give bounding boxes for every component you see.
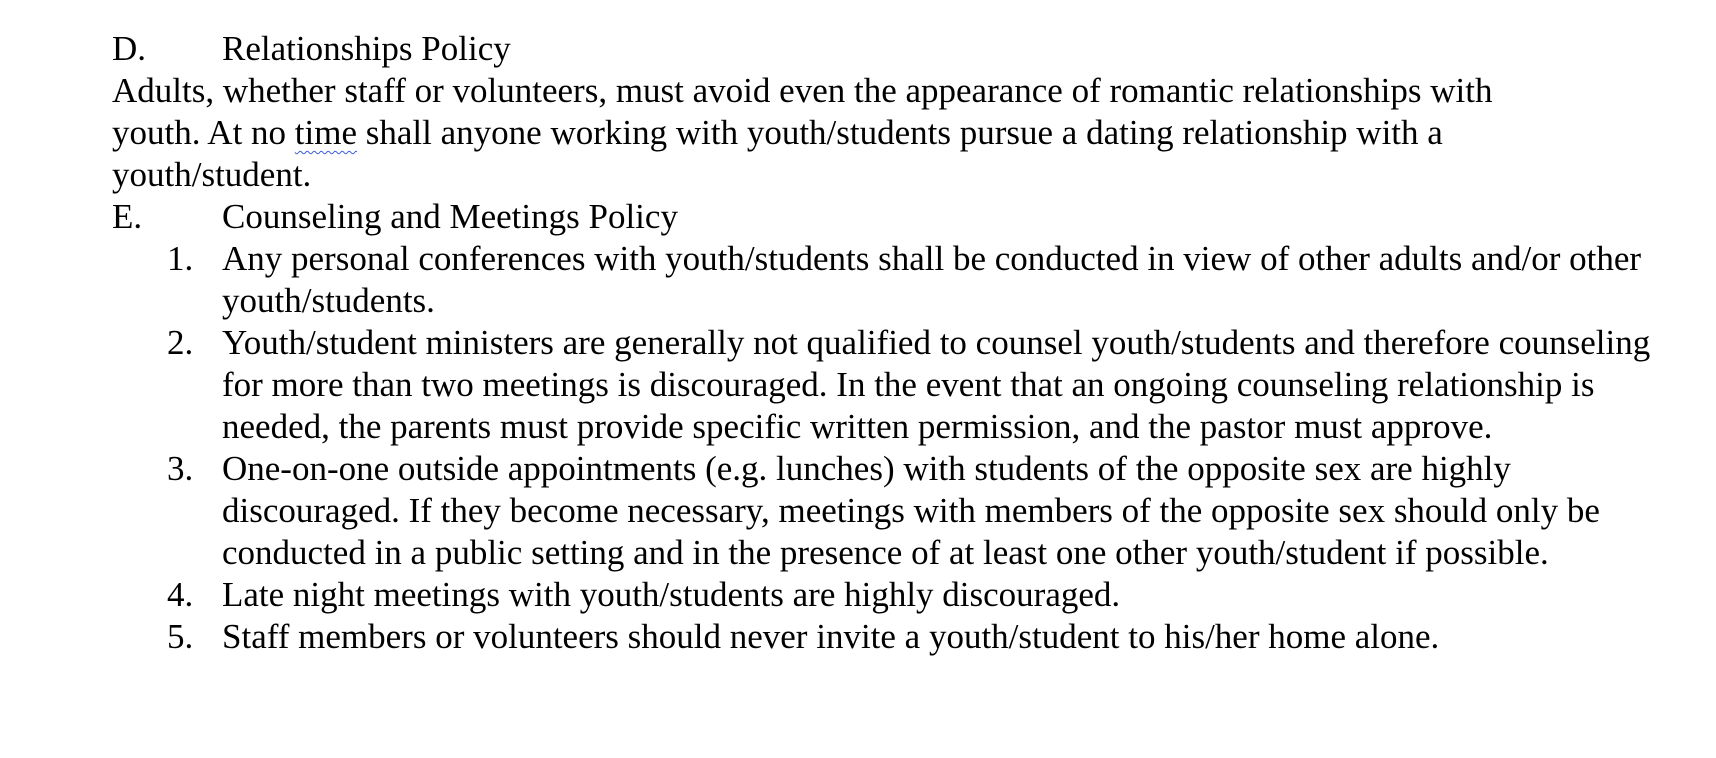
list-item-number: 1. bbox=[167, 239, 194, 278]
section-e-letter: E. bbox=[112, 197, 143, 236]
list-item-number: 3. bbox=[167, 449, 194, 488]
list-item-text: One-on-one outside appointments (e.g. lunches) with students of the opposite sex are highly discouraged. If they become necessary, meetings with members of the opposite sex should only be conducted in a public setting and in the presence of at least one other youth/student if possible. bbox=[222, 449, 1600, 572]
document-body bbox=[112, 28, 1672, 658]
spellcheck-flagged-word[interactable]: time bbox=[294, 113, 358, 152]
list-item bbox=[112, 574, 1692, 616]
list-item bbox=[112, 322, 1692, 448]
section-d-letter: D. bbox=[112, 29, 147, 68]
list-item-number: 5. bbox=[167, 617, 194, 656]
section-e-heading bbox=[112, 196, 1672, 238]
section-e-title: Counseling and Meetings Policy bbox=[222, 197, 678, 236]
paragraph-text-end: shall anyone working with youth/students pursue a dating relationship with a youth/student. bbox=[112, 113, 1443, 194]
counseling-policy-list bbox=[112, 238, 1672, 658]
section-d-title: Relationships Policy bbox=[222, 29, 511, 68]
list-item-number: 4. bbox=[167, 575, 194, 614]
list-item-text: Late night meetings with youth/students are highly discouraged. bbox=[222, 575, 1121, 614]
section-d-heading bbox=[112, 28, 1672, 70]
list-item-text: Youth/student ministers are generally not qualified to counsel youth/students and therefore counseling for more than two meetings is discouraged. In the event that an ongoing counseling relationship is needed, the parents must provide specific written permission, and the pastor must approve. bbox=[222, 323, 1651, 446]
paragraph-text-start: Adults, whether staff or volunteers, must avoid even the appearance of romantic relationships with youth. At no bbox=[112, 71, 1493, 152]
list-item-text: Any personal conferences with youth/students shall be conducted in view of other adults and/or other youth/students. bbox=[222, 239, 1642, 320]
list-item-text: Staff members or volunteers should never invite a youth/student to his/her home alone. bbox=[222, 617, 1440, 656]
list-item bbox=[112, 616, 1692, 658]
list-item-number: 2. bbox=[167, 323, 194, 362]
list-item bbox=[112, 448, 1692, 574]
section-d-paragraph bbox=[112, 70, 1572, 196]
list-item bbox=[112, 238, 1692, 322]
